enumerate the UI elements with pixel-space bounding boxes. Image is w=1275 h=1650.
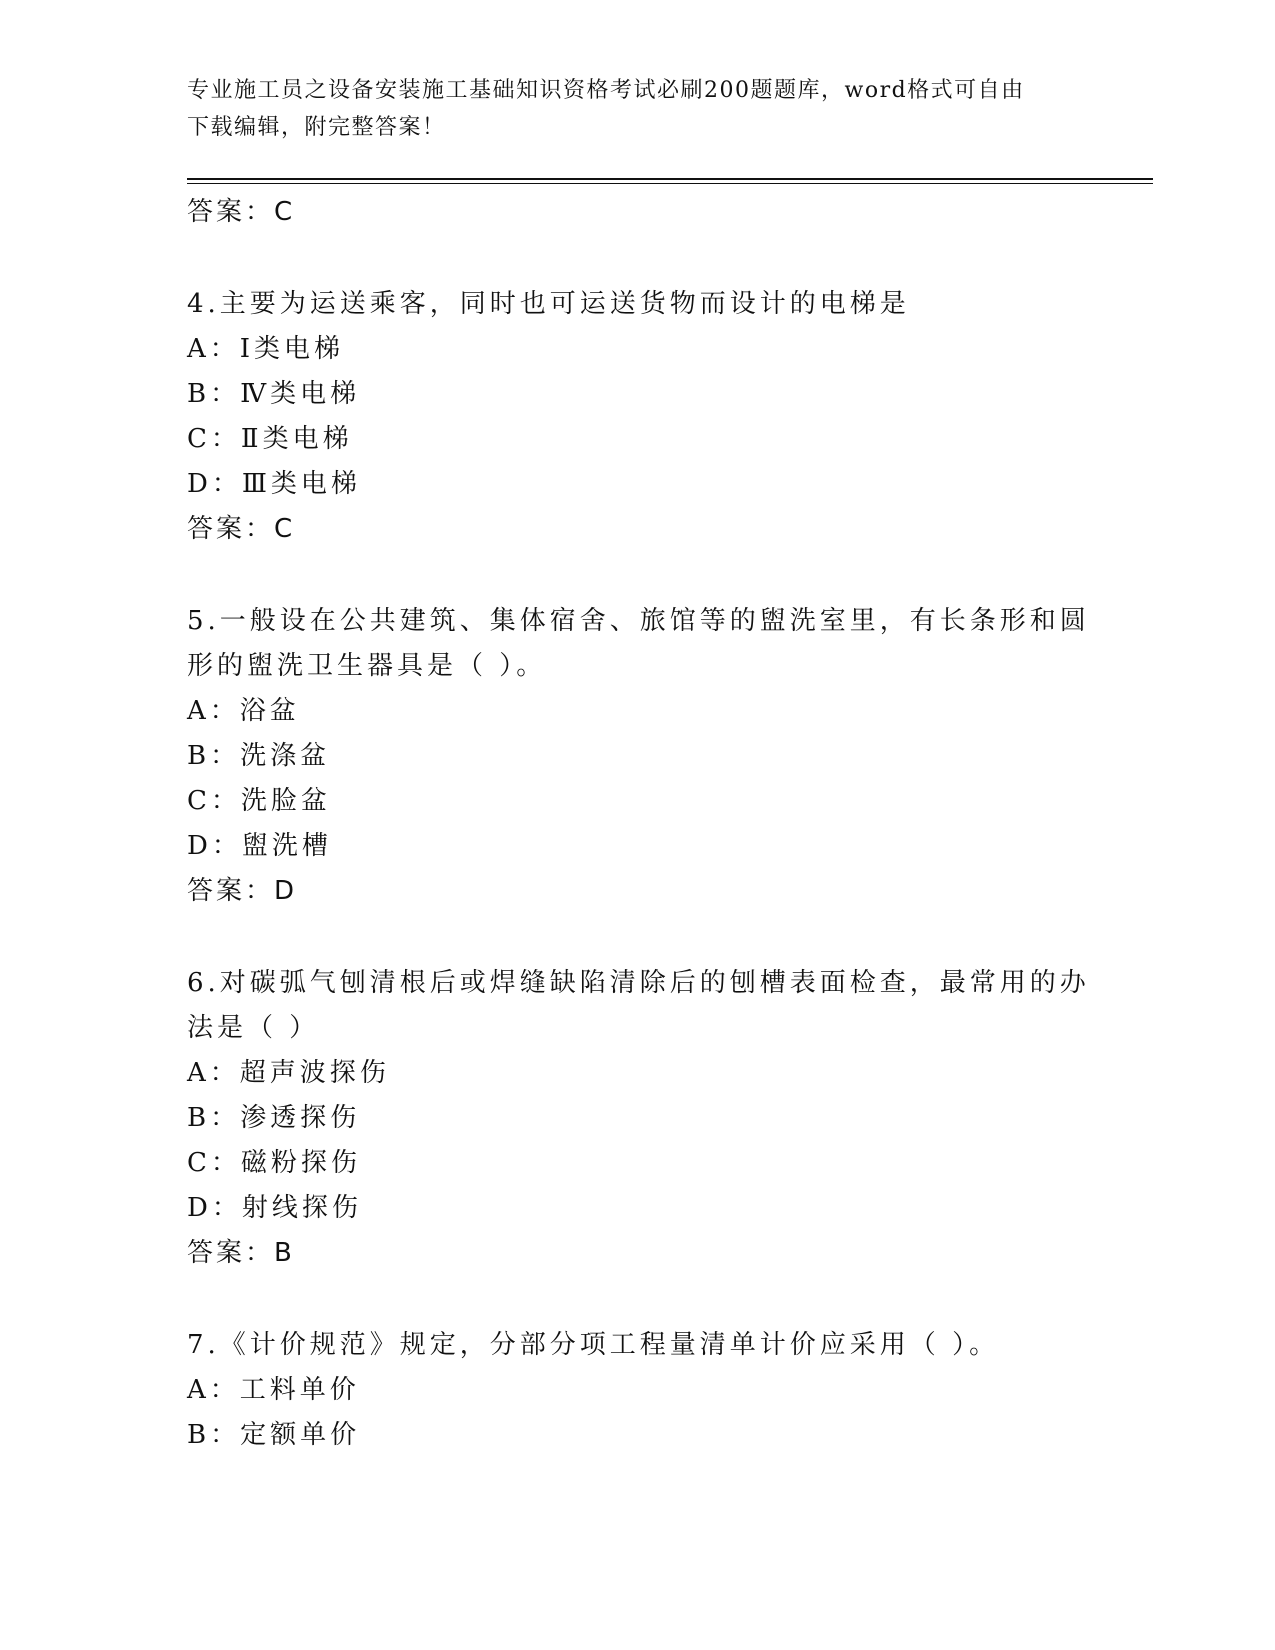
option-b: B：渗透探伤: [187, 1103, 361, 1133]
question-block-4: [187, 282, 1067, 552]
answer-line: 答案：D: [187, 876, 298, 906]
option-d: D：射线探伤: [187, 1193, 362, 1223]
question-list: [187, 190, 1090, 1458]
option-d: D：盥洗槽: [187, 831, 332, 861]
option-c: C：洗脸盆: [187, 786, 331, 816]
question-block-6: [187, 961, 1090, 1276]
question-text-line-2: 形的盥洗卫生器具是（ ）。: [187, 651, 547, 681]
header-line-1: 专业施工员之设备安装施工基础知识资格考试必刷200题题库，word格式可自由: [187, 78, 1025, 103]
question-text: 4.主要为运送乘客，同时也可运送货物而设计的电梯是: [187, 289, 910, 319]
question-text: 7.《计价规范》规定，分部分项工程量清单计价应采用（ ）。: [187, 1330, 1000, 1360]
option-a: A：浴盆: [187, 696, 300, 726]
header-divider-thin: [187, 183, 1153, 184]
question-text-line-2: 法是（ ）: [187, 1013, 320, 1043]
question-block-5: [187, 599, 1090, 914]
document-header: [187, 72, 1067, 146]
answer-line: 答案：C: [187, 514, 296, 544]
option-b: B：Ⅳ类电梯: [187, 379, 361, 409]
question-text-line-1: 6.对碳弧气刨清根后或焊缝缺陷清除后的刨槽表面检查，最常用的办: [187, 968, 1090, 998]
option-b: B：定额单价: [187, 1420, 361, 1450]
option-b: B：洗涤盆: [187, 741, 331, 771]
option-c: C：磁粉探伤: [187, 1148, 361, 1178]
answer-line: 答案：C: [187, 197, 296, 227]
answer-line: 答案：B: [187, 1238, 295, 1268]
option-a: A：工料单价: [187, 1375, 360, 1405]
question-block-7: [187, 1323, 1067, 1458]
option-a: A：超声波探伤: [187, 1058, 390, 1088]
header-divider: [187, 178, 1153, 180]
header-line-2: 下载编辑，附完整答案！: [187, 115, 446, 140]
option-c: C：Ⅱ类电梯: [187, 424, 353, 454]
option-d: D：Ⅲ类电梯: [187, 469, 361, 499]
question-text-line-1: 5.一般设在公共建筑、集体宿舍、旅馆等的盥洗室里，有长条形和圆: [187, 606, 1090, 636]
option-a: A：Ⅰ类电梯: [187, 334, 345, 364]
